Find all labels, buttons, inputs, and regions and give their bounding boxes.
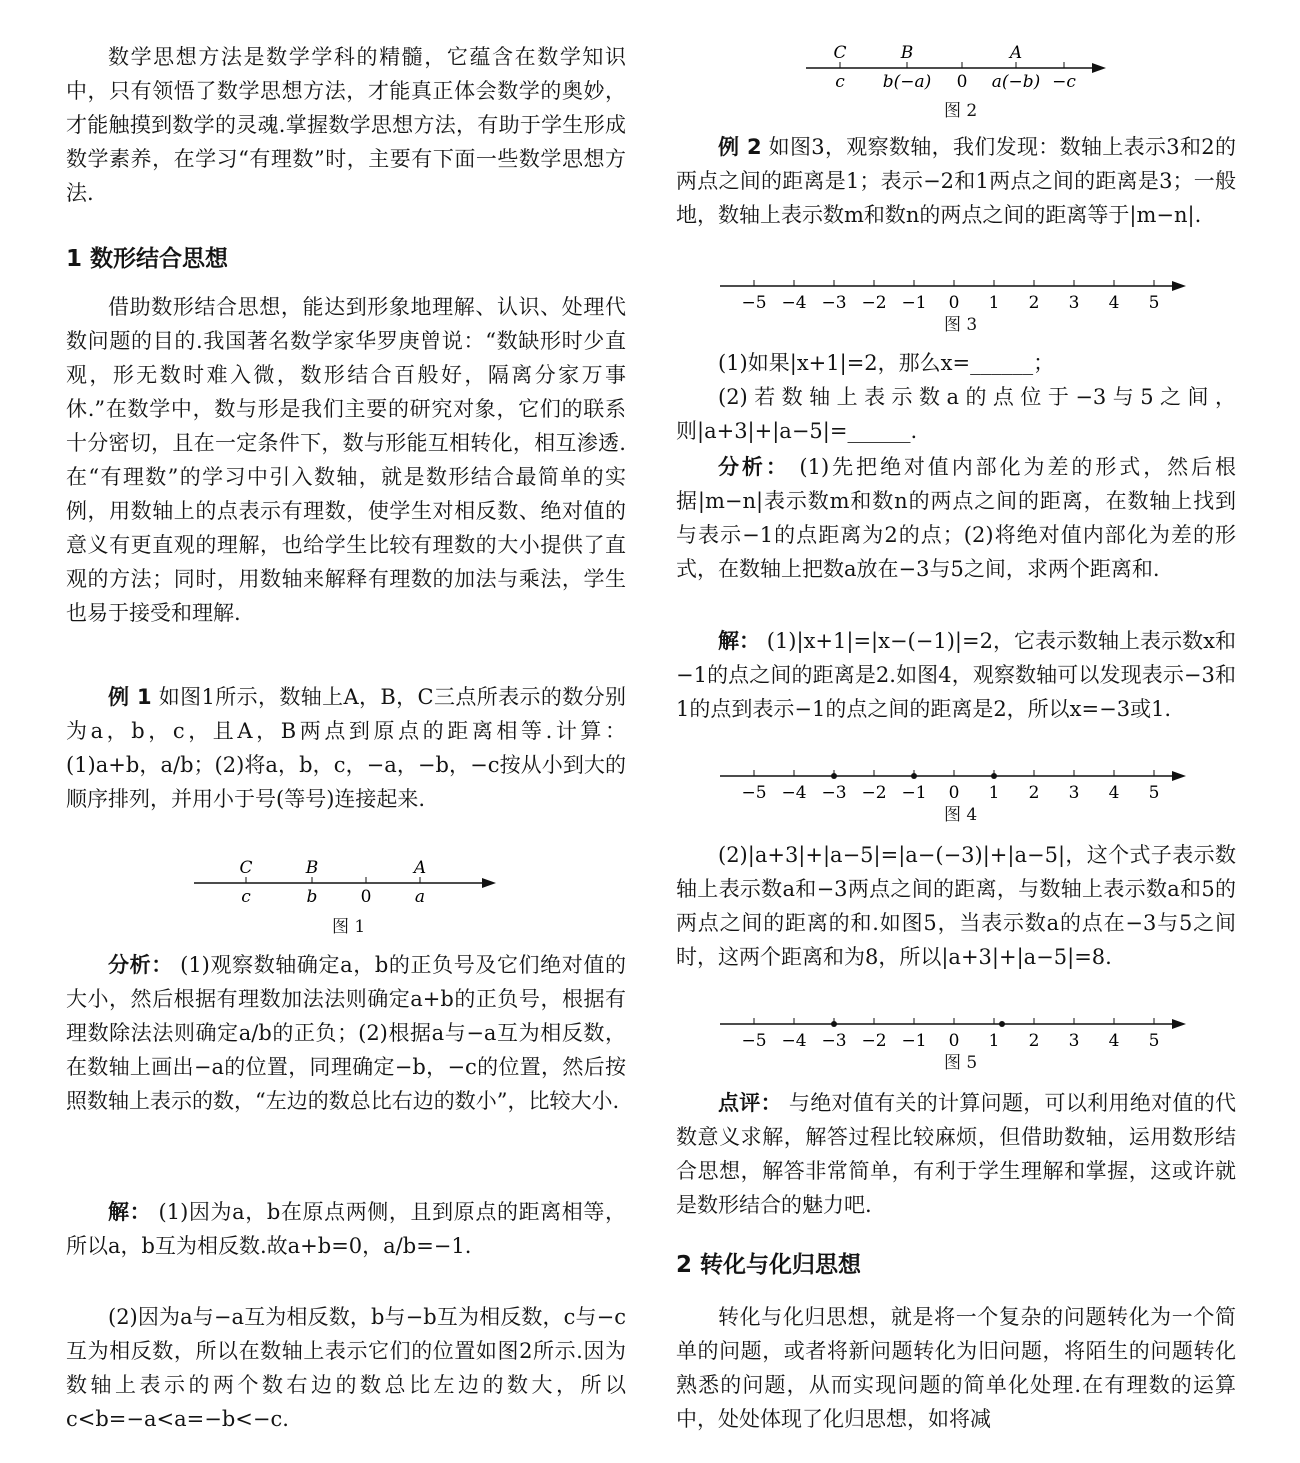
axis-point [831,773,837,779]
review [676,1086,1236,1222]
axis-tick-label: −1 [901,1031,927,1051]
axis-tick-label: 3 [1068,1031,1080,1051]
fig2-value-c: c [835,72,845,92]
axis-tick-label: −2 [861,293,887,313]
solution-2-text: (1)|x+1|=|x−(−1)|=2，它表示数轴上表示数x和−1的点之间的距离是2.如图4，观察数轴可以发现表示−3和1的点到表示−1的点之间的距离是2，所以x=−3或1. [676,629,1236,721]
axis-tick-label: −2 [861,783,887,803]
analysis-1-label: 分析： [108,953,173,977]
axis-arrow [1172,1019,1186,1029]
axis-tick-label: −5 [741,783,767,803]
analysis-2-label: 分析： [718,455,790,479]
review-label: 点评： [718,1091,782,1115]
axis-tick-label: 5 [1148,1031,1160,1051]
axis-tick-label: 5 [1148,783,1160,803]
axis-tick-label: 1 [988,783,1000,803]
axis-tick-label: −4 [781,783,807,803]
axis-tick-label: 1 [988,1031,1000,1051]
solution-2-label: 解： [718,629,761,653]
axis-arrow [1172,771,1186,781]
axis-arrow [1172,281,1186,291]
axis-tick-label: −4 [781,293,807,313]
figure-4-number-line [720,766,1200,802]
axis-tick-label: 5 [1148,293,1160,313]
review-text: 与绝对值有关的计算问题，可以利用绝对值的代数意义求解，解答过程比较麻烦，但借助数轴，运用数形结合思想，解答非常简单，有利于学生理解和掌握，这或许就是数形结合的魅力吧. [676,1091,1236,1217]
fig1-value-c: c [241,887,251,907]
axis-tick-label: 4 [1108,783,1120,803]
axis-tick-label: 2 [1028,1031,1040,1051]
figure-2-number-line [802,40,1122,92]
fig1-value-b: b [306,887,318,907]
example-2 [676,130,1236,232]
analysis-1-text: (1)观察数轴确定a，b的正负号及它们绝对值的大小，然后根据有理数加法法则确定a+b的正负号，根据有理数除法法则确定a/b的正负；(2)根据a与−a互为相反数，在数轴上画出−a的位置，同理确定−b，−c的位置，然后按照数轴上表示的数，“左边的数总比右边的数小”，比较大小. [66,953,626,1113]
axis-tick-label: 4 [1108,1031,1120,1051]
axis-point [831,1021,837,1027]
solution-1-label: 解： [108,1200,152,1224]
axis-tick-label: 2 [1028,783,1040,803]
axis-tick-label: −1 [901,293,927,313]
example-1 [66,680,626,816]
axis-tick-label: 0 [948,783,960,803]
example-2-label: 例 2 [718,135,762,159]
axis-tick-label: −5 [741,1031,767,1051]
figure-3-number-line [720,276,1200,312]
section-heading-2: 2 转化与化归思想 [676,1252,862,1278]
axis-tick-label: 2 [1028,293,1040,313]
section-2-paragraph: 转化与化归思想，就是将一个复杂的问题转化为一个简单的问题，或者将新问题转化为旧问题，将陌生的问题转化熟悉的问题，从而实现问题的简单化处理.在有理数的运算中，处处体现了化归思想，如将减 [676,1305,1236,1431]
question-1: (1)如果|x+1|=2，那么x=______； [718,351,1055,375]
figure-5-number-line [720,1014,1200,1050]
solution-1-text: (1)因为a，b在原点两侧，且到原点的距离相等，所以a，b互为相反数.故a+b=0，a/b=−1. [66,1200,626,1258]
figure-5-caption: 图 5 [944,1053,978,1073]
example-1-label: 例 1 [108,685,152,709]
solution-1-part-2: (2)因为a与−a互为相反数，b与−b互为相反数，c与−c互为相反数，所以在数轴上表示它们的位置如图2所示.因为数轴上表示的两个数右边的数总比左边的数大，所以c<b=−a<a=−b<−c. [66,1305,626,1431]
fig1-origin: 0 [360,887,372,907]
axis-tick-label: 0 [948,1031,960,1051]
solution-2-part-2: (2)|a+3|+|a−5|=|a−(−3)|+|a−5|，这个式子表示数轴上表示数a和−3两点之间的距离，与数轴上表示数a和5的两点之间的距离的和.如图5，当表示数a的点在−3与5之间时，这两个距离和为8，所以|a+3|+|a−5|=8. [676,843,1236,969]
fig1-label-B: B [305,858,319,878]
fig2-origin: 0 [956,72,968,92]
axis-point [911,773,917,779]
fig2-value-neg-c: −c [1052,72,1076,92]
axis-tick-label: −4 [781,1031,807,1051]
fig2-label-A: A [1009,43,1023,63]
solution-1 [66,1195,626,1263]
axis-tick-label: −3 [821,1031,847,1051]
fig2-value-b: b(−a) [882,72,932,92]
figure-1-number-line [186,858,506,908]
axis-tick-label: −5 [741,293,767,313]
axis-tick-label: −3 [821,293,847,313]
fig1-label-A: A [413,858,427,878]
axis-tick-label: 3 [1068,783,1080,803]
axis-tick-label: 1 [988,293,1000,313]
axis-tick-label: 4 [1108,293,1120,313]
analysis-1 [66,948,626,1118]
figure-2-caption: 图 2 [944,101,978,121]
fig1-label-C: C [239,858,253,878]
axis-tick-label: −2 [861,1031,887,1051]
analysis-2 [676,450,1236,586]
fig2-label-C: C [833,43,847,63]
axis-tick-label: −3 [821,783,847,803]
axis-tick-label: 0 [948,293,960,313]
axis-tick-label: 3 [1068,293,1080,313]
section-heading-1: 1 数形结合思想 [66,246,229,272]
example-1-text: 如图1所示，数轴上A，B，C三点所表示的数分别为a，b，c，且A，B两点到原点的距离相等.计算：(1)a+b，a/b；(2)将a，b，c，−a，−b，−c按从小到大的顺序排列，并用小于号(等号)连接起来. [66,685,626,811]
axis-point [991,773,997,779]
figure-1-caption: 图 1 [332,917,366,937]
figure-3-caption: 图 3 [944,315,978,335]
analysis-2-text: (1)先把绝对值内部化为差的形式，然后根据|m−n|表示数m和数n的两点之间的距离，在数轴上找到与表示−1的点距离为2的点；(2)将绝对值内部化为差的形式，在数轴上把数a放在−3与5之间，求两个距离和. [676,455,1236,581]
intro-paragraph: 数学思想方法是数学学科的精髓，它蕴含在数学知识中，只有领悟了数学思想方法，才能真正体会数学的奥妙，才能触摸到数学的灵魂.掌握数学思想方法，有助于学生形成数学素养，在学习“有理数”时，主要有下面一些数学思想方法. [66,45,626,205]
fig2-label-B: B [900,43,914,63]
question-2: (2)若数轴上表示数a的点位于−3与5之间，则|a+3|+|a−5|=______. [676,385,1236,443]
fig2-value-a: a(−b) [991,72,1041,92]
axis-tick-label: −1 [901,783,927,803]
fig1-value-a: a [414,887,426,907]
example-2-text: 如图3，观察数轴，我们发现：数轴上表示3和2的两点之间的距离是1；表示−2和1两点之间的距离是3；一般地，数轴上表示数m和数n的两点之间的距离等于|m−n|. [676,135,1236,227]
section-1-paragraph: 借助数形结合思想，能达到形象地理解、认识、处理代数问题的目的.我国著名数学家华罗庚曾说：“数缺形时少直观，形无数时难入微，数形结合百般好，隔离分家万事休.”在数学中，数与形是我们主要的研究对象，它们的联系十分密切，且在一定条件下，数与形能互相转化，相互渗透.在“有理数”的学习中引入数轴，就是数形结合最简单的实例，用数轴上的点表示有理数，使学生对相反数、绝对值的意义有更直观的理解，也给学生比较有理数的大小提供了直观的方法；同时，用数轴来解释有理数的加法与乘法，学生也易于接受和理解. [66,295,626,625]
figure-4-caption: 图 4 [944,805,978,825]
solution-2 [676,624,1236,726]
axis-point [999,1021,1005,1027]
